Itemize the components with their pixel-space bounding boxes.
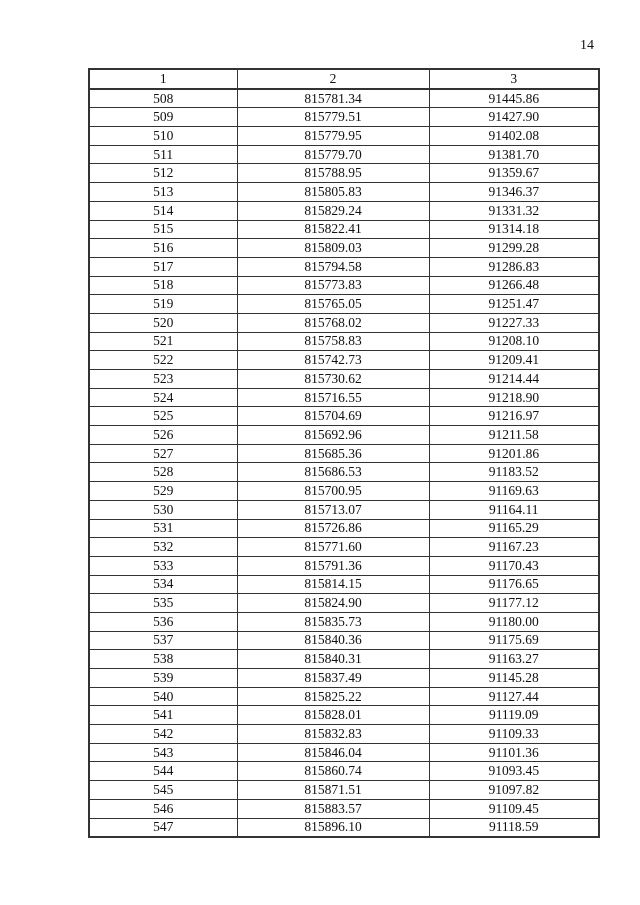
table-row — [89, 743, 599, 762]
cell-y-coordinate: 91216.97 — [429, 407, 599, 426]
cell-y-coordinate: 91218.90 — [429, 388, 599, 407]
table-row — [89, 482, 599, 501]
header-cell-x: 2 — [237, 69, 429, 89]
cell-x-coordinate: 815896.10 — [237, 818, 429, 837]
cell-y-coordinate: 91211.58 — [429, 426, 599, 445]
cell-x-coordinate: 815794.58 — [237, 257, 429, 276]
cell-y-coordinate: 91445.86 — [429, 89, 599, 108]
table-row — [89, 239, 599, 258]
cell-x-coordinate: 815871.51 — [237, 781, 429, 800]
cell-x-coordinate: 815883.57 — [237, 799, 429, 818]
cell-x-coordinate: 815825.22 — [237, 687, 429, 706]
page-number: 14 — [580, 38, 594, 53]
cell-y-coordinate: 91097.82 — [429, 781, 599, 800]
cell-y-coordinate: 91359.67 — [429, 164, 599, 183]
cell-y-coordinate: 91402.08 — [429, 127, 599, 146]
cell-point-number: 544 — [89, 762, 237, 781]
cell-point-number: 525 — [89, 407, 237, 426]
cell-y-coordinate: 91331.32 — [429, 201, 599, 220]
cell-y-coordinate: 91251.47 — [429, 295, 599, 314]
cell-x-coordinate: 815809.03 — [237, 239, 429, 258]
cell-y-coordinate: 91119.09 — [429, 706, 599, 725]
cell-point-number: 511 — [89, 145, 237, 164]
table-row — [89, 799, 599, 818]
cell-y-coordinate: 91163.27 — [429, 650, 599, 669]
cell-x-coordinate: 815781.34 — [237, 89, 429, 108]
cell-point-number: 532 — [89, 538, 237, 557]
cell-x-coordinate: 815685.36 — [237, 444, 429, 463]
cell-point-number: 541 — [89, 706, 237, 725]
table-row — [89, 89, 599, 108]
table-row — [89, 669, 599, 688]
cell-point-number: 542 — [89, 725, 237, 744]
table-row — [89, 650, 599, 669]
cell-x-coordinate: 815829.24 — [237, 201, 429, 220]
table-row — [89, 725, 599, 744]
coordinates-table — [88, 68, 600, 838]
cell-y-coordinate: 91101.36 — [429, 743, 599, 762]
cell-point-number: 509 — [89, 108, 237, 127]
cell-x-coordinate: 815768.02 — [237, 313, 429, 332]
table-row — [89, 519, 599, 538]
cell-x-coordinate: 815779.70 — [237, 145, 429, 164]
cell-x-coordinate: 815832.83 — [237, 725, 429, 744]
cell-x-coordinate: 815824.90 — [237, 594, 429, 613]
table-row — [89, 164, 599, 183]
table-body — [89, 69, 599, 837]
cell-point-number: 531 — [89, 519, 237, 538]
cell-x-coordinate: 815779.95 — [237, 127, 429, 146]
cell-point-number: 522 — [89, 351, 237, 370]
table-row — [89, 220, 599, 239]
cell-y-coordinate: 91201.86 — [429, 444, 599, 463]
table-row — [89, 388, 599, 407]
cell-y-coordinate: 91299.28 — [429, 239, 599, 258]
table-row — [89, 444, 599, 463]
table-row — [89, 500, 599, 519]
cell-y-coordinate: 91314.18 — [429, 220, 599, 239]
cell-y-coordinate: 91381.70 — [429, 145, 599, 164]
cell-point-number: 529 — [89, 482, 237, 501]
cell-y-coordinate: 91167.23 — [429, 538, 599, 557]
cell-y-coordinate: 91266.48 — [429, 276, 599, 295]
table-row — [89, 201, 599, 220]
table-row — [89, 538, 599, 557]
cell-x-coordinate: 815730.62 — [237, 370, 429, 389]
cell-x-coordinate: 815686.53 — [237, 463, 429, 482]
cell-point-number: 547 — [89, 818, 237, 837]
table-row — [89, 313, 599, 332]
cell-y-coordinate: 91145.28 — [429, 669, 599, 688]
cell-x-coordinate: 815828.01 — [237, 706, 429, 725]
table-row — [89, 332, 599, 351]
table-row — [89, 183, 599, 202]
cell-y-coordinate: 91209.41 — [429, 351, 599, 370]
table-row — [89, 594, 599, 613]
cell-y-coordinate: 91093.45 — [429, 762, 599, 781]
cell-point-number: 521 — [89, 332, 237, 351]
cell-x-coordinate: 815742.73 — [237, 351, 429, 370]
header-cell-y: 3 — [429, 69, 599, 89]
cell-y-coordinate: 91177.12 — [429, 594, 599, 613]
table-row — [89, 631, 599, 650]
cell-point-number: 545 — [89, 781, 237, 800]
table-row — [89, 818, 599, 837]
cell-point-number: 510 — [89, 127, 237, 146]
cell-point-number: 520 — [89, 313, 237, 332]
cell-x-coordinate: 815835.73 — [237, 612, 429, 631]
cell-y-coordinate: 91127.44 — [429, 687, 599, 706]
cell-point-number: 518 — [89, 276, 237, 295]
cell-y-coordinate: 91175.69 — [429, 631, 599, 650]
cell-x-coordinate: 815700.95 — [237, 482, 429, 501]
cell-point-number: 524 — [89, 388, 237, 407]
cell-point-number: 515 — [89, 220, 237, 239]
table-row — [89, 108, 599, 127]
cell-x-coordinate: 815791.36 — [237, 556, 429, 575]
cell-y-coordinate: 91176.65 — [429, 575, 599, 594]
table-row — [89, 257, 599, 276]
cell-point-number: 533 — [89, 556, 237, 575]
cell-y-coordinate: 91286.83 — [429, 257, 599, 276]
cell-x-coordinate: 815765.05 — [237, 295, 429, 314]
cell-x-coordinate: 815758.83 — [237, 332, 429, 351]
cell-x-coordinate: 815704.69 — [237, 407, 429, 426]
cell-x-coordinate: 815805.83 — [237, 183, 429, 202]
cell-x-coordinate: 815860.74 — [237, 762, 429, 781]
table-row — [89, 426, 599, 445]
cell-point-number: 539 — [89, 669, 237, 688]
table-row — [89, 276, 599, 295]
cell-point-number: 523 — [89, 370, 237, 389]
cell-y-coordinate: 91170.43 — [429, 556, 599, 575]
table-row — [89, 687, 599, 706]
cell-x-coordinate: 815779.51 — [237, 108, 429, 127]
table-row — [89, 127, 599, 146]
cell-point-number: 508 — [89, 89, 237, 108]
table-row — [89, 463, 599, 482]
cell-x-coordinate: 815840.31 — [237, 650, 429, 669]
header-cell-point: 1 — [89, 69, 237, 89]
cell-point-number: 527 — [89, 444, 237, 463]
cell-point-number: 519 — [89, 295, 237, 314]
cell-x-coordinate: 815822.41 — [237, 220, 429, 239]
cell-x-coordinate: 815726.86 — [237, 519, 429, 538]
cell-y-coordinate: 91183.52 — [429, 463, 599, 482]
cell-y-coordinate: 91346.37 — [429, 183, 599, 202]
table-row — [89, 145, 599, 164]
cell-x-coordinate: 815814.15 — [237, 575, 429, 594]
cell-point-number: 516 — [89, 239, 237, 258]
cell-y-coordinate: 91118.59 — [429, 818, 599, 837]
table-row — [89, 370, 599, 389]
cell-y-coordinate: 91164.11 — [429, 500, 599, 519]
cell-x-coordinate: 815773.83 — [237, 276, 429, 295]
cell-y-coordinate: 91214.44 — [429, 370, 599, 389]
cell-point-number: 546 — [89, 799, 237, 818]
cell-x-coordinate: 815692.96 — [237, 426, 429, 445]
cell-x-coordinate: 815716.55 — [237, 388, 429, 407]
cell-y-coordinate: 91109.45 — [429, 799, 599, 818]
cell-point-number: 530 — [89, 500, 237, 519]
cell-x-coordinate: 815846.04 — [237, 743, 429, 762]
cell-point-number: 543 — [89, 743, 237, 762]
table-row — [89, 407, 599, 426]
cell-point-number: 512 — [89, 164, 237, 183]
cell-x-coordinate: 815713.07 — [237, 500, 429, 519]
cell-point-number: 534 — [89, 575, 237, 594]
cell-point-number: 517 — [89, 257, 237, 276]
cell-y-coordinate: 91169.63 — [429, 482, 599, 501]
cell-y-coordinate: 91180.00 — [429, 612, 599, 631]
cell-y-coordinate: 91165.29 — [429, 519, 599, 538]
cell-y-coordinate: 91109.33 — [429, 725, 599, 744]
cell-x-coordinate: 815788.95 — [237, 164, 429, 183]
cell-point-number: 540 — [89, 687, 237, 706]
table-row — [89, 351, 599, 370]
cell-y-coordinate: 91427.90 — [429, 108, 599, 127]
table-row — [89, 781, 599, 800]
table-row — [89, 295, 599, 314]
cell-point-number: 513 — [89, 183, 237, 202]
table-row — [89, 762, 599, 781]
table-row — [89, 556, 599, 575]
cell-x-coordinate: 815771.60 — [237, 538, 429, 557]
cell-y-coordinate: 91208.10 — [429, 332, 599, 351]
table-row — [89, 612, 599, 631]
cell-y-coordinate: 91227.33 — [429, 313, 599, 332]
cell-point-number: 528 — [89, 463, 237, 482]
cell-x-coordinate: 815837.49 — [237, 669, 429, 688]
cell-x-coordinate: 815840.36 — [237, 631, 429, 650]
cell-point-number: 514 — [89, 201, 237, 220]
cell-point-number: 526 — [89, 426, 237, 445]
cell-point-number: 538 — [89, 650, 237, 669]
table-row — [89, 575, 599, 594]
table-header-row — [89, 69, 599, 89]
cell-point-number: 536 — [89, 612, 237, 631]
cell-point-number: 535 — [89, 594, 237, 613]
cell-point-number: 537 — [89, 631, 237, 650]
table-row — [89, 706, 599, 725]
